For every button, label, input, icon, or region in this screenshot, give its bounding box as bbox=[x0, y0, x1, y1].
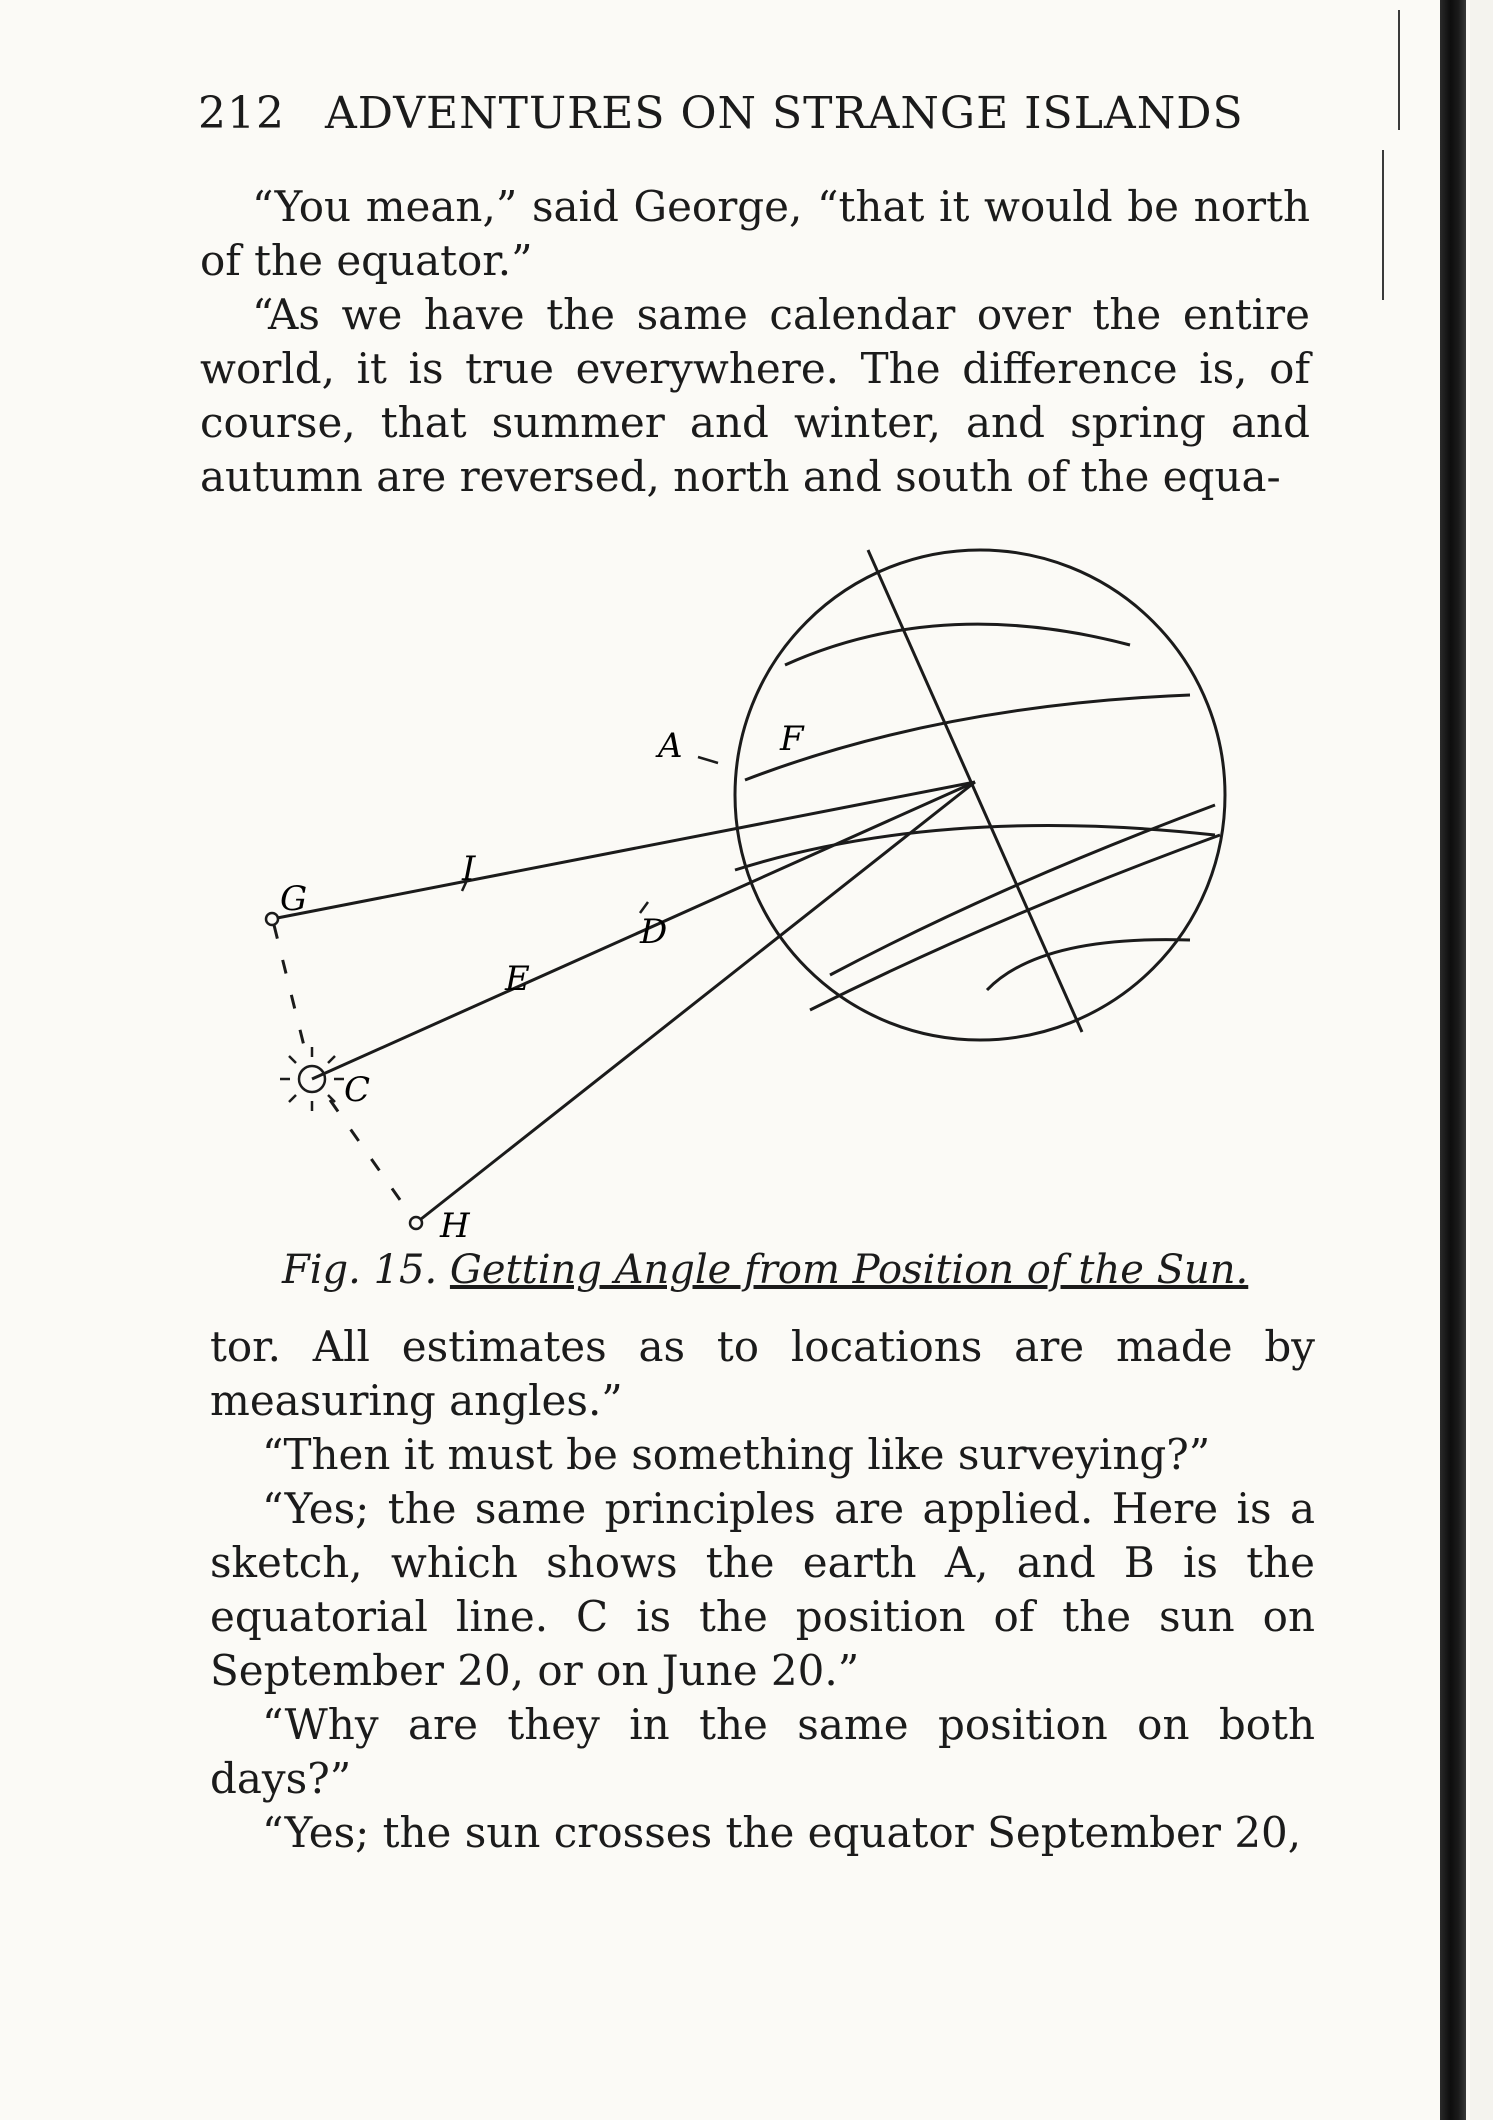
ray-h bbox=[416, 782, 975, 1223]
book-spine-shadow bbox=[1440, 0, 1466, 2120]
paragraph: “As we have the same calendar over the entire world, it is true everywhere. The difference is, of course, that summer and winter, and spring and autumn are reversed, north and south of the equa- bbox=[200, 290, 1310, 501]
running-header bbox=[198, 88, 1278, 139]
point-h bbox=[410, 1217, 422, 1229]
earth-sun-diagram bbox=[240, 535, 1240, 1305]
latitude-line bbox=[810, 835, 1220, 1010]
ray-g bbox=[272, 782, 975, 919]
running-title: ADVENTURES ON STRANGE ISLANDS bbox=[324, 88, 1244, 139]
margin-mark bbox=[1398, 10, 1400, 130]
label-g: G bbox=[280, 879, 308, 919]
label-c: C bbox=[344, 1070, 371, 1110]
paragraph: “Yes; the same principles are applied. Here is a sketch, which shows the earth A, and B is the equatorial line. C is the position of the sun on September 20, or on June 20.” bbox=[210, 1484, 1315, 1695]
margin-mark bbox=[1382, 150, 1384, 300]
caption-fig-number: Fig. 15. bbox=[282, 1247, 438, 1293]
latitude-line bbox=[745, 695, 1190, 780]
page-edge bbox=[1470, 0, 1493, 2120]
label-d: D bbox=[640, 912, 668, 952]
earth-axis bbox=[868, 550, 1082, 1032]
figure-caption bbox=[282, 1247, 1249, 1293]
latitude-line bbox=[987, 940, 1190, 990]
point-g bbox=[266, 913, 278, 925]
paragraph: tor. All estimates as to locations are made by measuring angles.” bbox=[210, 1322, 1315, 1425]
paragraph: “Yes; the sun crosses the equator September 20, bbox=[262, 1808, 1302, 1857]
paragraph: “Why are they in the same position on both days?” bbox=[210, 1700, 1315, 1803]
label-i: I bbox=[462, 849, 476, 889]
label-a: A bbox=[658, 726, 683, 766]
text-block-top bbox=[200, 180, 1310, 504]
dashed-line bbox=[330, 1100, 412, 1217]
latitude-line bbox=[785, 624, 1130, 665]
figure-15 bbox=[240, 535, 1240, 1305]
paragraph: “You mean,” said George, “that it would be north of the equator.” bbox=[200, 182, 1310, 285]
paragraph: “Then it must be something like surveying?” bbox=[262, 1430, 1211, 1479]
dashed-line bbox=[274, 925, 305, 1050]
label-h: H bbox=[440, 1206, 470, 1246]
text-block-bottom bbox=[210, 1320, 1315, 1860]
label-f: F bbox=[780, 719, 804, 759]
label-e: E bbox=[505, 959, 530, 999]
caption-text: Getting Angle from Position of the Sun. bbox=[449, 1247, 1249, 1293]
page-number: 212 bbox=[198, 88, 285, 139]
